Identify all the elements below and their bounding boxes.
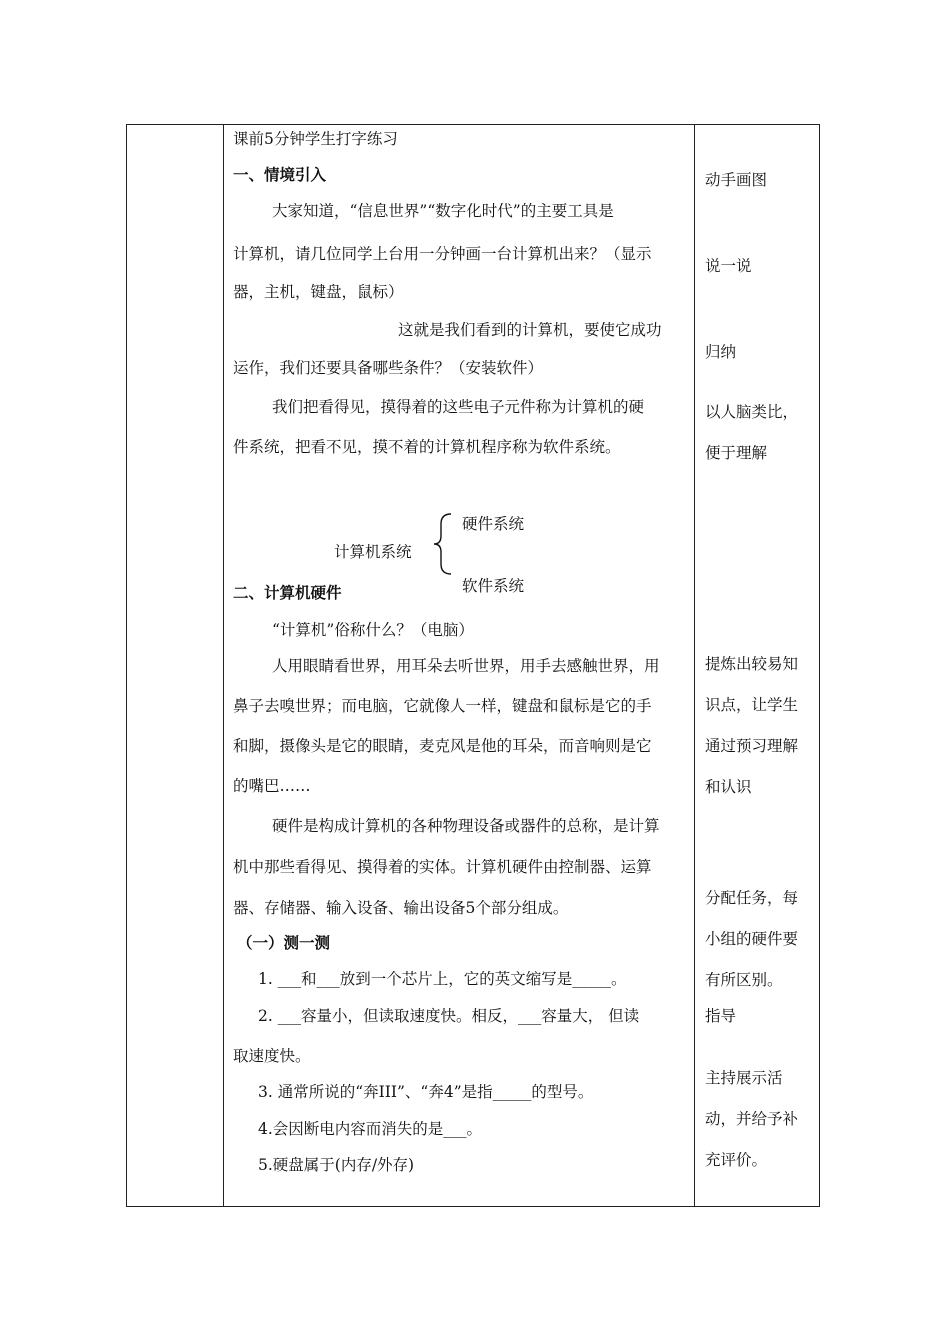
section-heading-1: 一、情境引入 (233, 165, 327, 184)
note-6-line-3: 有所区别。 (705, 971, 783, 989)
question-2-line-1: 2. ___容量小，但读取速度快。相反，___容量大， 但读 (258, 1007, 640, 1025)
diagram-software: 软件系统 (462, 577, 525, 595)
note-7-line-3: 充评价。 (705, 1151, 768, 1169)
paragraph-1-line-2: 计算机，请几位同学上台用一分钟画一台计算机出来？（显示 (233, 245, 652, 263)
note-7-line-1: 主持展示活 (705, 1069, 783, 1087)
note-5-line-4: 和认识 (705, 778, 752, 796)
question-5: 5.硬盘属于(内存/外存) (258, 1156, 415, 1174)
note-2: 说一说 (705, 257, 752, 275)
diagram-hardware: 硬件系统 (462, 515, 525, 533)
section-heading-2: 二、计算机硬件 (233, 583, 342, 602)
paragraph-6-line-1: 硬件是构成计算机的各种物理设备或器件的总称，是计算 (272, 817, 660, 835)
column-divider-2 (694, 124, 695, 1207)
paragraph-2-line-1: 这就是我们看到的计算机，要使它成功 (398, 321, 662, 339)
question-1: 1. ___和___放到一个芯片上，它的英文缩写是_____。 (258, 970, 627, 988)
paragraph-3-line-1: 我们把看得见，摸得着的这些电子元件称为计算机的硬 (272, 398, 645, 416)
curly-brace-icon (433, 512, 455, 576)
paragraph-5-line-3: 和脚，摄像头是它的眼睛，麦克风是他的耳朵，而音响则是它 (233, 737, 652, 755)
diagram-root: 计算机系统 (334, 543, 412, 561)
note-5-line-1: 提炼出较易知 (705, 655, 799, 673)
paragraph-5-line-1: 人用眼睛看世界，用耳朵去听世界，用手去感触世界，用 (272, 657, 660, 675)
paragraph-6-line-2: 机中那些看得见、摸得着的实体。计算机硬件由控制器、运算 (233, 858, 652, 876)
paragraph-1-line-1: 大家知道，“信息世界”“数字化时代”的主要工具是 (272, 202, 614, 220)
note-5-line-2: 识点，让学生 (705, 696, 799, 714)
question-2-line-2: 取速度快。 (233, 1047, 311, 1065)
paragraph-2-line-2: 运作，我们还要具备哪些条件？（安装软件） (233, 359, 544, 377)
note-4-line-2: 便于理解 (705, 444, 768, 462)
paragraph-4: “计算机”俗称什么？（电脑） (272, 621, 474, 639)
note-7-line-2: 动，并给予补 (705, 1110, 799, 1128)
typing-practice: 课前5分钟学生打字练习 (233, 130, 398, 148)
note-3: 归纳 (705, 343, 737, 361)
paragraph-6-line-3: 器、存储器、输入设备、输出设备5个部分组成。 (233, 899, 569, 917)
question-3: 3. 通常所说的“奔III”、“奔4”是指_____的型号。 (258, 1083, 594, 1101)
question-4: 4.会因断电内容而消失的是___。 (258, 1120, 483, 1138)
note-1: 动手画图 (705, 171, 768, 189)
note-6-line-1: 分配任务，每 (705, 889, 799, 907)
paragraph-5-line-4: 的嘴巴…… (233, 777, 311, 795)
paragraph-1-line-3: 器，主机，键盘，鼠标） (233, 283, 404, 301)
paragraph-5-line-2: 鼻子去嗅世界；而电脑，它就像人一样，键盘和鼠标是它的手 (233, 697, 652, 715)
note-6-line-4: 指导 (705, 1007, 737, 1025)
column-divider-1 (223, 124, 224, 1207)
note-5-line-3: 通过预习理解 (705, 737, 799, 755)
paragraph-3-line-2: 件系统，把看不见，摸不着的计算机程序称为软件系统。 (233, 438, 621, 456)
section-heading-3: （一）测一测 (237, 933, 331, 952)
note-4-line-1: 以人脑类比， (705, 403, 799, 421)
note-6-line-2: 小组的硬件要 (705, 930, 799, 948)
